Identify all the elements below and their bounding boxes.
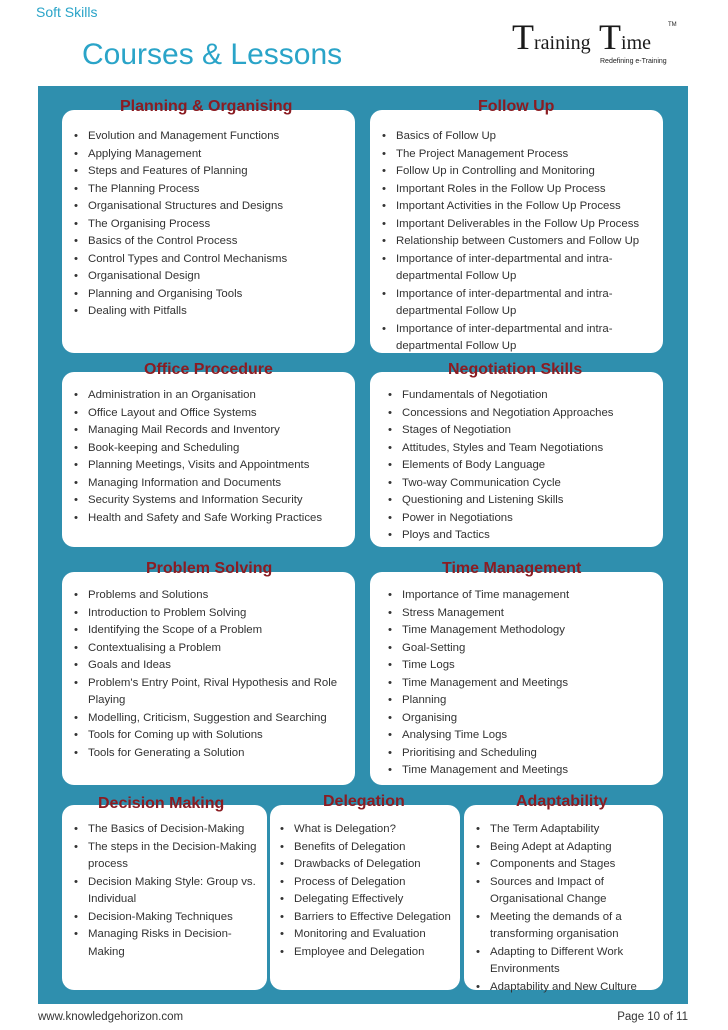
list-item: • Planning Meetings, Visits and Appointments	[74, 457, 349, 475]
card-problem	[62, 560, 355, 785]
list-item: • Important Roles in the Follow Up Process	[382, 181, 657, 199]
list-item: • Planning and Organising Tools	[74, 286, 349, 304]
list-item: • Book-keeping and Scheduling	[74, 440, 349, 458]
list-item: • What is Delegation?	[280, 821, 458, 839]
list-item: • Problem's Entry Point, Rival Hypothesis and Role Playing	[74, 675, 349, 710]
list-delegation	[280, 821, 458, 961]
list-item: • Important Activities in the Follow Up Process	[382, 198, 657, 216]
list-item: • Organisational Structures and Designs	[74, 198, 349, 216]
card-delegation	[270, 793, 460, 990]
list-item: • Ploys and Tactics	[388, 527, 658, 545]
list-item: • Tools for Generating a Solution	[74, 745, 349, 763]
list-negotiation	[388, 387, 658, 545]
page-header	[0, 0, 728, 78]
footer-url: www.knowledgehorizon.com	[38, 1011, 184, 1023]
card-time	[370, 560, 663, 785]
list-item: • Dealing with Pitfalls	[74, 303, 349, 321]
list-office	[74, 387, 349, 527]
list-item: • Attitudes, Styles and Team Negotiations	[388, 440, 658, 458]
logo-trademark: TM	[668, 22, 677, 28]
list-item: • Organising	[388, 710, 658, 728]
list-item: • Drawbacks of Delegation	[280, 856, 458, 874]
list-item: • Elements of Body Language	[388, 457, 658, 475]
list-item: • Analysing Time Logs	[388, 727, 658, 745]
list-item: • Managing Information and Documents	[74, 475, 349, 493]
list-item: • Steps and Features of Planning	[74, 163, 349, 181]
list-item: • Monitoring and Evaluation	[280, 926, 458, 944]
list-item: • Basics of the Control Process	[74, 233, 349, 251]
list-item: • Questioning and Listening Skills	[388, 492, 658, 510]
list-item: • Prioritising and Scheduling	[388, 745, 658, 763]
header-kicker: Soft Skills	[36, 4, 98, 20]
list-item: • Stress Management	[388, 605, 658, 623]
list-item: • Being Adept at Adapting	[476, 839, 660, 857]
list-item: • Decision-Making Techniques	[74, 909, 259, 927]
list-item: • Health and Safety and Safe Working Practices	[74, 510, 349, 528]
list-planning	[74, 128, 349, 321]
list-item: • Benefits of Delegation	[280, 839, 458, 857]
card-followup	[370, 98, 663, 353]
list-item: • Concessions and Negotiation Approaches	[388, 405, 658, 423]
list-item: • Introduction to Problem Solving	[74, 605, 349, 623]
list-item: • Tools for Coming up with Solutions	[74, 727, 349, 745]
card-decision	[62, 795, 267, 990]
list-item: • Decision Making Style: Group vs. Individual	[74, 874, 259, 909]
section-title-followup: Follow Up	[478, 98, 555, 115]
list-item: • Goal-Setting	[388, 640, 658, 658]
list-item: • Important Deliverables in the Follow Up Process	[382, 216, 657, 234]
list-item: • Delegating Effectively	[280, 891, 458, 909]
list-problem	[74, 587, 349, 762]
list-item: • Modelling, Criticism, Suggestion and Searching	[74, 710, 349, 728]
page-number: Page 10 of 11	[617, 1011, 688, 1023]
list-item: • The steps in the Decision-Making process	[74, 839, 259, 874]
section-title-decision: Decision Making	[98, 795, 225, 812]
logo-tagline: Redefining e-Training	[600, 58, 667, 65]
list-followup	[382, 128, 657, 356]
page-footer	[0, 1006, 728, 1030]
list-item: • Organisational Design	[74, 268, 349, 286]
list-item: • Goals and Ideas	[74, 657, 349, 675]
list-item: • Employee and Delegation	[280, 944, 458, 962]
card-office	[62, 361, 355, 547]
list-item: • Stages of Negotiation	[388, 422, 658, 440]
list-item: • The Basics of Decision-Making	[74, 821, 259, 839]
list-item: • Process of Delegation	[280, 874, 458, 892]
list-item: • Importance of Time management	[388, 587, 658, 605]
list-item: • Time Management Methodology	[388, 622, 658, 640]
list-item: • Time Management and Meetings	[388, 762, 658, 780]
list-item: • The Project Management Process	[382, 146, 657, 164]
list-item: • Applying Management	[74, 146, 349, 164]
list-adaptability	[476, 821, 660, 996]
section-title-time: Time Management	[442, 560, 582, 577]
list-item: • Importance of inter-departmental and intra-departmental Follow Up	[382, 251, 657, 286]
card-negotiation	[370, 361, 663, 547]
list-item: • Importance of inter-departmental and intra-departmental Follow Up	[382, 321, 657, 356]
list-item: • Evolution and Management Functions	[74, 128, 349, 146]
list-item: • Administration in an Organisation	[74, 387, 349, 405]
page-title: Courses & Lessons	[82, 38, 343, 71]
list-item: • Time Management and Meetings	[388, 675, 658, 693]
list-item: • Relationship between Customers and Follow Up	[382, 233, 657, 251]
card-adaptability	[464, 793, 663, 993]
section-title-negotiation: Negotiation Skills	[448, 361, 583, 378]
list-item: • The Term Adaptability	[476, 821, 660, 839]
list-item: • Power in Negotiations	[388, 510, 658, 528]
section-title-planning: Planning & Organising	[120, 98, 293, 115]
list-item: • Follow Up in Controlling and Monitoring	[382, 163, 657, 181]
list-item: • Planning	[388, 692, 658, 710]
list-item: • Problems and Solutions	[74, 587, 349, 605]
list-item: • Identifying the Scope of a Problem	[74, 622, 349, 640]
list-item: • Importance of inter-departmental and intra-departmental Follow Up	[382, 286, 657, 321]
list-decision	[74, 821, 259, 961]
list-item: • Office Layout and Office Systems	[74, 405, 349, 423]
list-item: • Components and Stages	[476, 856, 660, 874]
list-item: • Basics of Follow Up	[382, 128, 657, 146]
list-item: • Time Logs	[388, 657, 658, 675]
card-planning	[62, 98, 355, 353]
list-item: • Contextualising a Problem	[74, 640, 349, 658]
list-item: • Two-way Communication Cycle	[388, 475, 658, 493]
section-title-delegation: Delegation	[323, 793, 405, 810]
section-title-office: Office Procedure	[144, 361, 273, 378]
section-title-adaptability: Adaptability	[516, 793, 608, 810]
list-item: • Managing Risks in Decision-Making	[74, 926, 259, 961]
list-item: • Adapting to Different Work Environments	[476, 944, 660, 979]
list-item: • Barriers to Effective Delegation	[280, 909, 458, 927]
list-item: • Meeting the demands of a transforming organisation	[476, 909, 660, 944]
list-item: • Fundamentals of Negotiation	[388, 387, 658, 405]
list-item: • The Planning Process	[74, 181, 349, 199]
list-item: • Managing Mail Records and Inventory	[74, 422, 349, 440]
list-item: • Security Systems and Information Security	[74, 492, 349, 510]
list-item: • Sources and Impact of Organisational Change	[476, 874, 660, 909]
training-time-logo	[512, 17, 682, 68]
list-item: • The Organising Process	[74, 216, 349, 234]
logo-wordmark: Training Time	[512, 17, 652, 57]
list-time	[388, 587, 658, 780]
section-title-problem: Problem Solving	[146, 560, 273, 577]
list-item: • Adaptability and New Culture	[476, 979, 660, 997]
list-item: • Control Types and Control Mechanisms	[74, 251, 349, 269]
